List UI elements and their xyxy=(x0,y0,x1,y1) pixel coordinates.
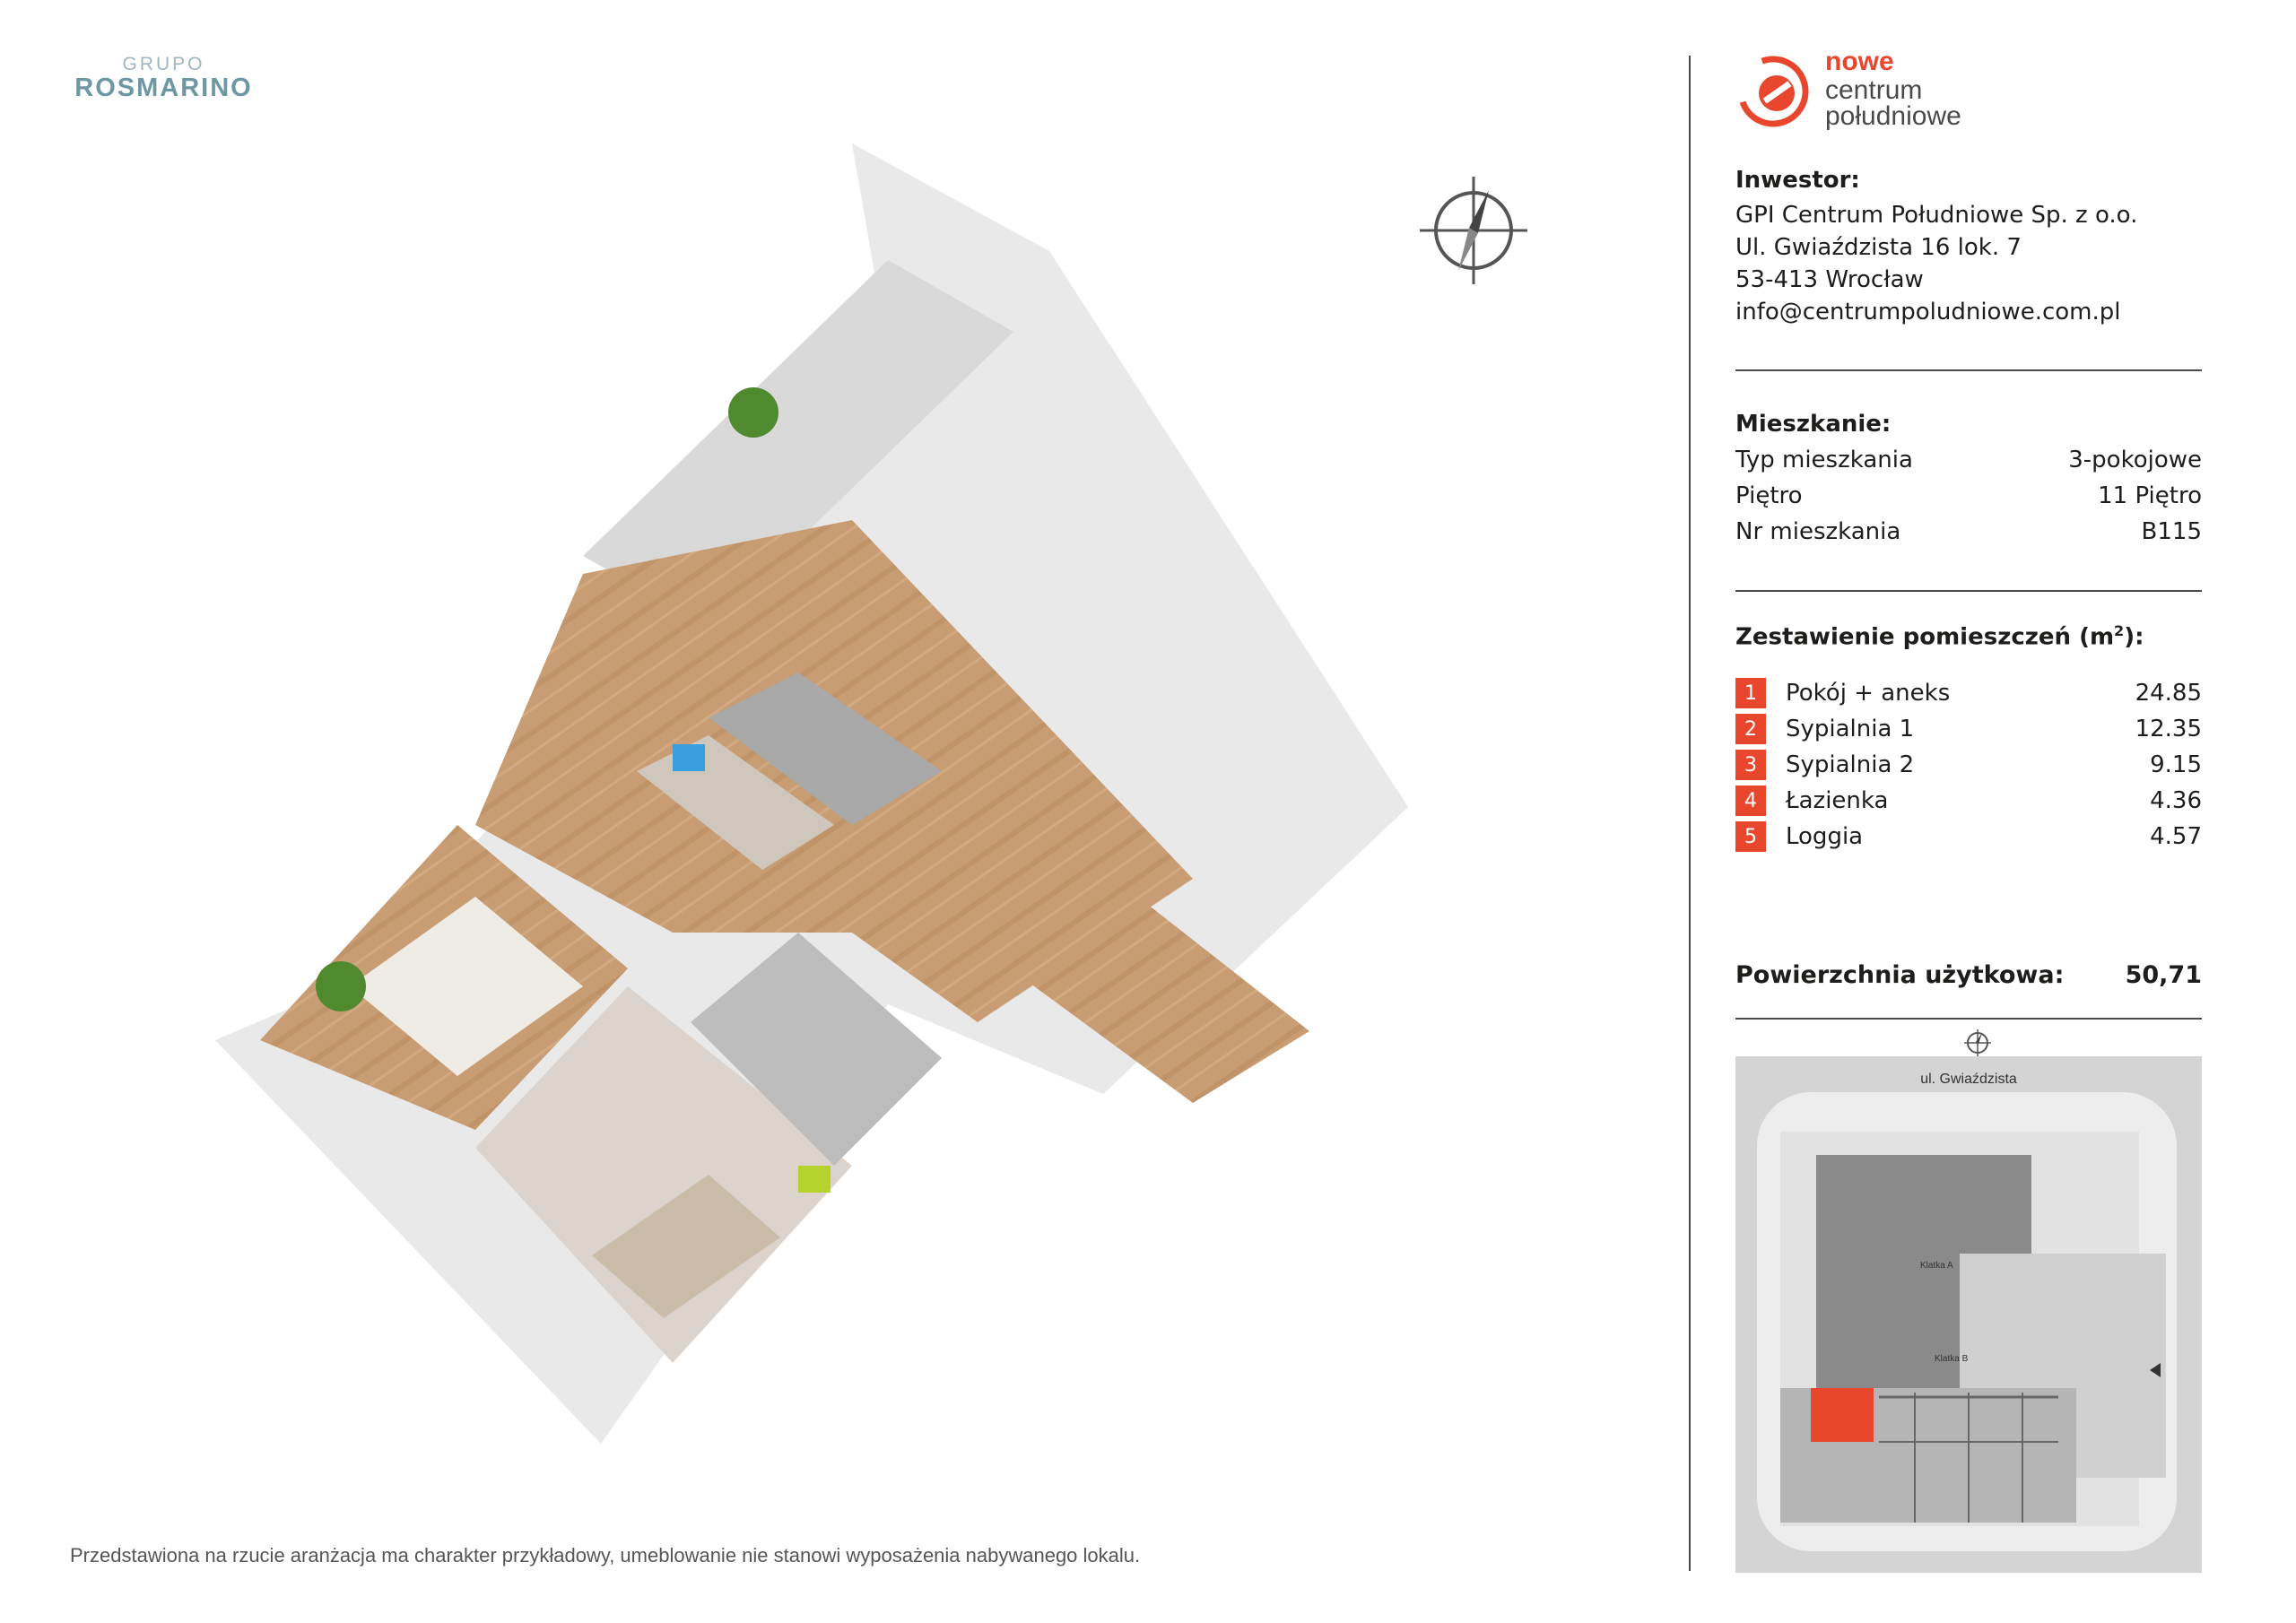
apartment-row xyxy=(1735,518,2202,545)
total-area-value: 50,71 xyxy=(2125,961,2202,989)
apartment-row-value: B115 xyxy=(2141,518,2202,545)
apartment-row xyxy=(1735,482,2202,509)
rooms-heading: Zestawienie pomieszczeń $(m^2)$: xyxy=(1735,622,2144,651)
apartment-row-value: 11 Piętro xyxy=(2098,482,2202,509)
investor-heading: Inwestor: xyxy=(1735,167,1860,194)
plant-icon xyxy=(728,387,778,438)
room-number-badge: 2 xyxy=(1735,714,1766,744)
disclaimer-text: Przedstawiona na rzucie aranżacja ma charakter przykładowy, umeblowanie nie stanowi wyposażenia nabywanego lokalu. xyxy=(70,1544,1141,1567)
floor-plan-illustration xyxy=(206,126,1444,1453)
room-label: Loggia xyxy=(1786,823,1864,850)
plant-icon xyxy=(316,961,366,1011)
apartment-row-label: Nr mieszkania xyxy=(1735,518,1901,545)
room-label: Pokój + aneks xyxy=(1786,680,1951,707)
pillow-green xyxy=(798,1166,831,1193)
map-stair-a-label: Klatka A xyxy=(1920,1261,1953,1271)
brand-logo-icon xyxy=(1735,54,1811,129)
divider xyxy=(1735,1018,2202,1020)
apartment-heading: Mieszkanie: xyxy=(1735,411,1892,438)
room-number-badge: 3 xyxy=(1735,750,1766,780)
room-label: Sypialnia 1 xyxy=(1786,716,1915,742)
investor-line-1: GPI Centrum Południowe Sp. z o.o. xyxy=(1735,202,2138,229)
pillow-blue xyxy=(673,744,705,771)
brand-line-2: centrum xyxy=(1825,75,1923,105)
divider xyxy=(1735,590,2202,592)
apartment-row xyxy=(1735,447,2202,473)
room-number-badge: 1 xyxy=(1735,678,1766,708)
room-number-badge: 5 xyxy=(1735,821,1766,852)
room-row xyxy=(1735,821,2202,852)
apartment-row-label: Piętro xyxy=(1735,482,1803,509)
map-stair-b-label: Klatka B xyxy=(1935,1354,1969,1364)
apartment-row-label: Typ mieszkania xyxy=(1735,447,1913,473)
logo-grupo-text: GRUPO xyxy=(122,54,205,74)
room-row xyxy=(1735,678,2202,708)
investor-line-2: Ul. Gwiaździsta 16 lok. 7 xyxy=(1735,234,2022,261)
compass-icon xyxy=(1415,172,1532,289)
investor-email: info@centrumpoludniowe.com.pl xyxy=(1735,299,2121,325)
site-location-map xyxy=(1735,1056,2202,1573)
room-area: 9.15 xyxy=(2150,751,2202,778)
total-area-label: Powierzchnia użytkowa: xyxy=(1735,961,2065,989)
total-area-row xyxy=(1735,961,2202,989)
room-area: 4.57 xyxy=(2150,823,2202,850)
vertical-divider xyxy=(1689,56,1691,1571)
room-label: Łazienka xyxy=(1786,787,1889,814)
investor-line-3: 53-413 Wrocław xyxy=(1735,266,1924,293)
room-row xyxy=(1735,714,2202,744)
room-area: 12.35 xyxy=(2135,716,2202,742)
map-street-label: ul. Gwiaździsta xyxy=(1920,1072,2017,1087)
map-compass-icon xyxy=(1962,1028,1993,1058)
brand-line-1: nowe xyxy=(1825,47,1894,76)
brand-line-3: południowe xyxy=(1825,101,1961,131)
room-row xyxy=(1735,750,2202,780)
logo-rosmarino-text: ROSMARINO xyxy=(74,74,253,102)
divider xyxy=(1735,369,2202,371)
room-row xyxy=(1735,785,2202,816)
apartment-row-value: 3-pokojowe xyxy=(2068,447,2202,473)
room-label: Sypialnia 2 xyxy=(1786,751,1915,778)
room-area: 4.36 xyxy=(2150,787,2202,814)
room-number-badge: 4 xyxy=(1735,785,1766,816)
room-area: 24.85 xyxy=(2135,680,2202,707)
